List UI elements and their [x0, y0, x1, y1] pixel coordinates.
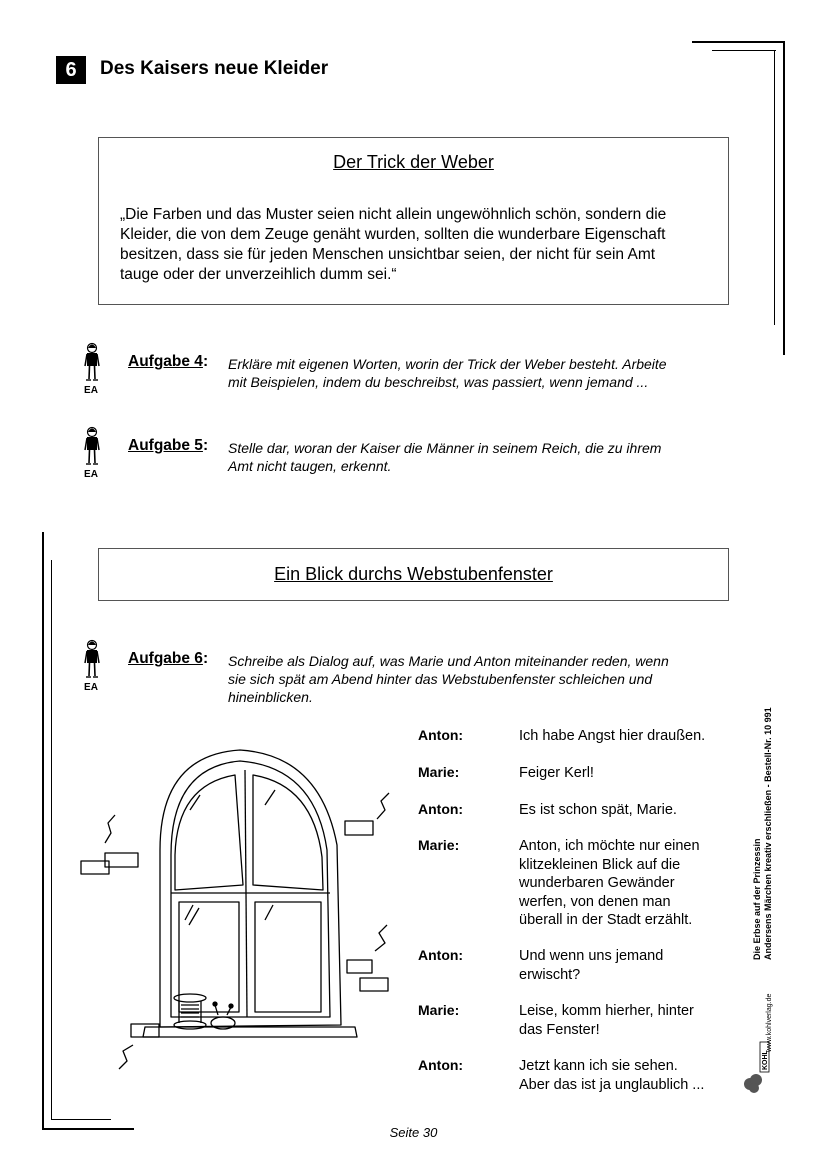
task-5 [80, 426, 740, 486]
task-text [228, 652, 728, 706]
dialog-line-text: Anton, ich möchte nur einen [519, 838, 700, 854]
frame-line-bottom-left-h2 [51, 1119, 111, 1120]
task-label-text: Aufgabe 6 [128, 650, 203, 667]
publisher-logo [740, 1040, 770, 1100]
dialog-line [519, 764, 594, 783]
side-caption [752, 707, 774, 960]
ea-badge: EA [84, 385, 98, 396]
chapter-number: 6 [56, 56, 86, 84]
quote-line: tauge oder der unverzeihlich dumm sei.“ [120, 266, 397, 283]
task-line: Amt nicht taugen, erkennt. [228, 458, 392, 474]
dialog-line-text: Leise, komm hierher, hinter [519, 1003, 694, 1019]
task-label-colon: : [202, 437, 209, 454]
task-line: Stelle dar, woran der Kaiser die Männer in seinem Reich, die zu ihrem [228, 440, 662, 456]
dialog-line-text: klitzekleinen Blick auf die [519, 856, 681, 873]
dialog-line [519, 801, 677, 820]
dialog-line [519, 727, 705, 746]
task-text [228, 355, 728, 391]
task-label [128, 650, 208, 668]
dialog-line [519, 1057, 704, 1094]
dialog-line-text: wunderbaren Gewänder [519, 875, 675, 891]
dialog [418, 727, 738, 1117]
task-line: Erkläre mit eigenen Worten, worin der Trick der Weber besteht. Arbeite [228, 356, 667, 372]
frame-line-bottom-left-v2 [51, 560, 52, 1120]
frame-line-top-right-v1 [783, 41, 785, 355]
task-line: mit Beispielen, indem du beschreibst, was passiert, wenn jemand ... [228, 374, 649, 390]
task-label-text: Aufgabe 5 [128, 437, 203, 454]
student-icon [83, 639, 101, 679]
task-line: Schreibe als Dialog auf, was Marie und Anton miteinander reden, wenn [228, 653, 669, 669]
dialog-line-text: erwischt? [519, 966, 581, 983]
speaker: Marie: [418, 1002, 460, 1018]
task-text [228, 439, 728, 475]
task-label-colon: : [202, 353, 209, 370]
dialog-line-text: Es ist schon spät, Marie. [519, 802, 677, 818]
page-number: Seite 30 [389, 1125, 438, 1140]
quote-text [120, 205, 720, 285]
task-line: sie sich spät am Abend hinter das Webstubenfenster schleichen und [228, 671, 653, 687]
dialog-line-text: Ich habe Angst hier draußen. [519, 728, 706, 744]
quote-line: Kleider, die von dem Zeuge genäht wurden, sollten die wunderbare Eigenschaft [120, 226, 666, 243]
task-label-colon: : [202, 650, 209, 667]
ea-badge: EA [84, 682, 98, 693]
publisher-name: KOHL [762, 1050, 769, 1070]
dialog-line-text: Jetzt kann ich sie sehen. [519, 1058, 678, 1074]
section-title: Ein Blick durchs Webstubenfenster [274, 564, 553, 584]
side-caption-line2: Andersens Märchen kreativ erschließen - Bestell-Nr. 10 991 [763, 707, 773, 960]
dialog-line-text: Feiger Kerl! [519, 765, 594, 781]
student-icon [83, 426, 101, 466]
task-line: hineinblicken. [228, 689, 313, 705]
dialog-line-text: Und wenn uns jemand [519, 948, 664, 964]
speaker: Anton: [418, 727, 464, 743]
dialog-line-text: überall in der Stadt erzählt. [519, 912, 693, 928]
frame-line-top-right-h2 [712, 50, 776, 51]
dialog-line [519, 1002, 694, 1039]
frame-line-top-right-v2 [774, 50, 775, 325]
window-illustration [75, 745, 405, 1085]
section-title-box [98, 548, 729, 601]
task-6 [80, 639, 740, 709]
dialog-line-text: Aber das ist ja unglaublich ... [519, 1076, 705, 1093]
side-url: www.kohlverlag.de [766, 993, 773, 1052]
speaker: Marie: [418, 837, 460, 853]
speaker: Anton: [418, 947, 464, 963]
dialog-line [519, 837, 700, 930]
task-label-text: Aufgabe 4 [128, 353, 203, 370]
side-caption-line1: Die Erbse auf der Prinzessin [752, 838, 762, 960]
quote-line: „Die Farben und das Muster seien nicht allein ungewöhnlich schön, sondern die [120, 206, 667, 223]
frame-line-bottom-left-v1 [42, 532, 44, 1130]
quote-box-title: Der Trick der Weber [333, 152, 494, 172]
frame-line-top-right-h1 [692, 41, 784, 43]
task-label [128, 353, 208, 371]
chapter-title: Des Kaisers neue Kleider [100, 58, 329, 79]
dialog-line-text: werfen, von denen man [519, 893, 671, 910]
dialog-line [519, 947, 663, 984]
speaker: Anton: [418, 801, 464, 817]
quote-line: besitzen, dass sie für jeden Menschen unsichtbar seien, der nicht für sein Amt [120, 246, 656, 263]
dialog-line-text: das Fenster! [519, 1021, 600, 1038]
speaker: Anton: [418, 1057, 464, 1073]
student-icon [83, 342, 101, 382]
task-4 [80, 342, 740, 402]
ea-badge: EA [84, 469, 98, 480]
speaker: Marie: [418, 764, 460, 780]
task-label [128, 437, 208, 455]
quote-box [98, 137, 729, 305]
